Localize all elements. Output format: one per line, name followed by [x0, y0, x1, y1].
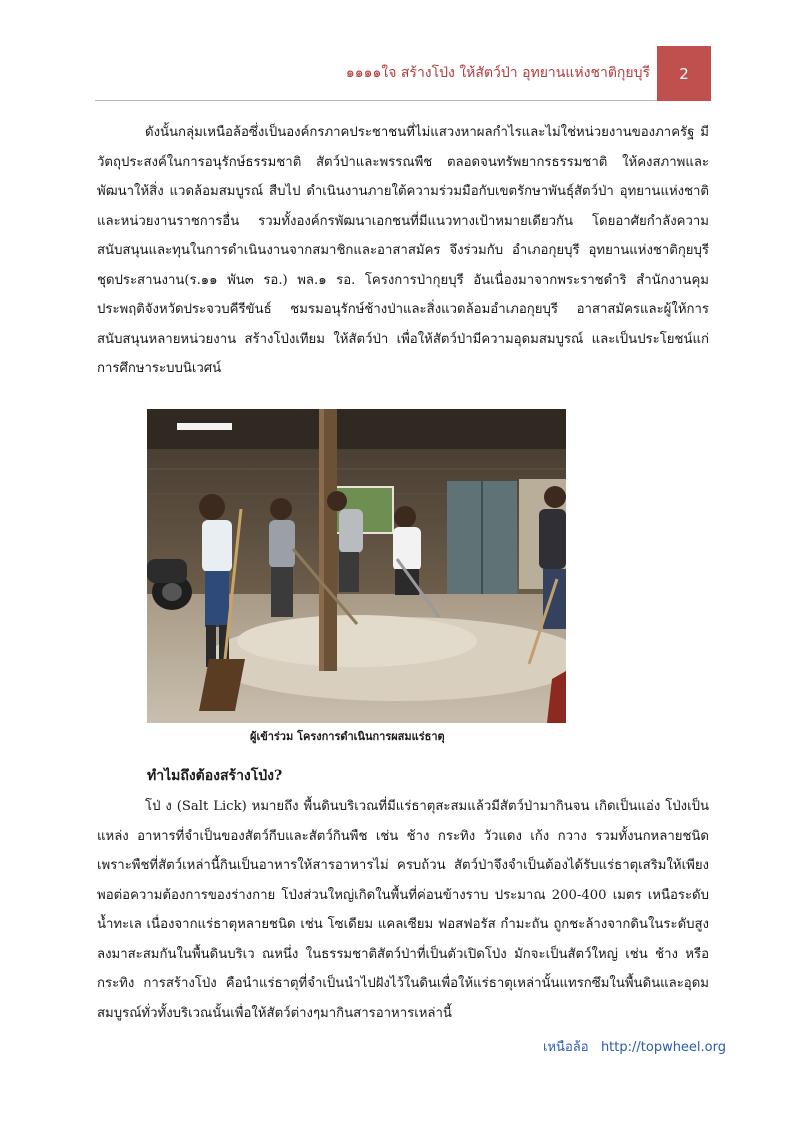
- running-header-title: ๑๑๑๑ใจ สร้างโป่ง ให้สัตว์ป่า อุทยานแห่งชาติกุยบุรี: [345, 65, 650, 81]
- footer-website-link[interactable]: http://topwheel.org: [600, 1040, 726, 1055]
- photo-caption: ผู้เข้าร่วม โครงการดำเนินการผสมแร่ธาตุ: [250, 730, 445, 743]
- intro-paragraph: ดังนั้นกลุ่มเหนือล้อซึ่งเป็นองค์กรภาคประชาชนที่ไม่แสวงหาผลกำไรและไม่ใช่หน่วยงานของภาครัฐ มีวัตถุประสงค์ในการอนุรักษ์ธรรมชาติ สัตว์ป่าและพรรณพืช ตลอดจนทรัพยากรธรรมชาติ ให้คงสภาพและพัฒนาให้สิ่ง แวดล้อมสมบูรณ์ สืบไป ดำเนินงานภายใต้ความร่วมมือกับเขตรักษาพันธุ์สัตว์ป่า อุทยานแห่งชาติ และหน่วยงานราชการอื่น รวมทั้งองค์กรพัฒนาเอกชนที่มีแนวทางเป้าหมายเดียวกัน โดยอาศัยกำลังความสนับสนุนและทุนในการดำเนินงานจากสมาชิกและอาสาสมัคร จึงร่วมกับ อำเภอกุยบุรี อุทยานแห่งชาติกุยบุรี ชุดประสานงาน(ร.๑๑ พัน๓ รอ.) พล.๑ รอ. โครงการป่ากุยบุรี อันเนื่องมาจากพระราชดำริ สำนักงานคุมประพฤติจังหวัดประจวบคีรีขันธ์ ชมรมอนุรักษ์ช้างป่าและสิ่งแวดล้อมอำเภอกุยบุรี อาสาสมัครและผู้ให้การสนับสนุนหลายหน่วยงาน สร้างโป่งเทียม ให้สัตว์ป่า เพื่อให้สัตว์ป่ามีความอุดมสมบูรณ์ และเป็นประโยชน์แก่การศึกษาระบบนิเวศน์: [97, 125, 709, 376]
- workers-mixing-minerals-photo: [147, 409, 566, 723]
- footer: [543, 1036, 726, 1057]
- page-number: 2: [679, 64, 689, 83]
- salt-lick-paragraph: โป่ ง (Salt Lick) หมายถึง พื้นดินบริเวณที่มีแร่ธาตุสะสมแล้วมีสัตว์ป่ามากินจน เกิดเป็นแอ่ง โป่งเป็นแหล่ง อาหารที่จำเป็นของสัตว์กีบและสัตว์กินพืช เช่น ช้าง กระทิง วัวแดง เก้ง กวาง รวมทั้งนกหลายชนิด เพราะพืชที่สัตว์เหล่านี้กินเป็นอาหารให้สารอาหารไม่ ครบถ้วน สัตว์ป่าจึงจำเป็นต้องได้รับแร่ธาตุเสริมให้เพียงพอต่อความต้องการของร่างกาย โป่งส่วนใหญ่เกิดในพื้นที่ค่อนข้างราบ ประมาณ 200-400 เมตร เหนือระดับ น้ำทะเล เนื่องจากแร่ธาตุหลายชนิด เช่น โซเดียม แคลเซียม ฟอสฟอรัส กำมะถัน ถูกชะล้างจากดินในระดับสูงลงมาสะสมกันในพื้นดินบริเว ณหนึ่ง ในธรรมชาติสัตว์ป่าที่เป็นตัวเปิดโป่ง มักจะเป็นสัตว์ใหญ่ เช่น ช้าง หรือ กระทิง การสร้างโป่ง คือนำแร่ธาตุที่จำเป็นนำไปฝังไว้ในดินเพื่อให้แร่ธาตุเหล่านั้นแทรกซึมในพื้นดินและอุดมสมบูรณ์ทั่วทั้งบริเวณนั้นเพื่อให้สัตว์ต่างๆมากินสารอาหารเหล่านี้: [97, 799, 709, 1021]
- header-divider: [95, 100, 657, 101]
- footer-org-name: เหนือล้อ: [543, 1040, 589, 1055]
- section-heading: ทำไมถึงต้องสร้างโป่ง?: [147, 768, 283, 784]
- page-number-badge: [657, 46, 711, 101]
